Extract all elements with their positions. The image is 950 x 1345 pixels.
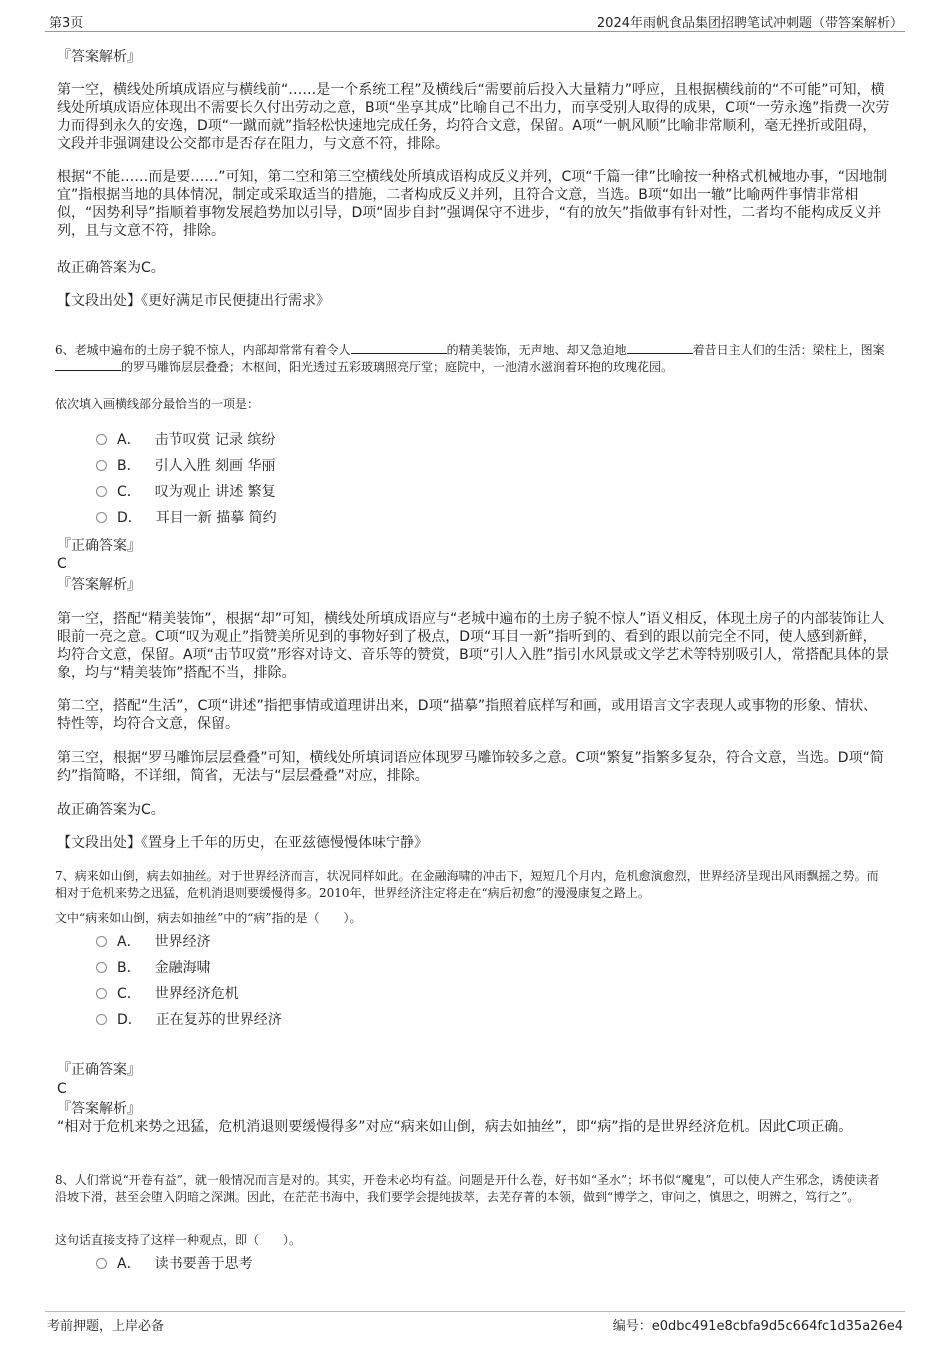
option-b[interactable]: B． 引人入胜 刻画 华丽 (96, 457, 276, 475)
fill-blank (627, 342, 693, 354)
question-text: 7、病来如山倒，病去如抽丝。对于世界经济而言，状况同样如此。在金融海啸的冲击下，短短几个月内，危机愈演愈烈，世界经济呈现出风雨飘摇之势。而相对于危机来势之迅猛，危机消退则要缓慢得多。2010年，世界经济注定将走在“病后初愈”的漫漫康复之路上。 (55, 869, 879, 900)
radio-icon[interactable] (96, 962, 107, 973)
source: 【文段出处】《置身上千年的历史，在亚兹德慢慢体味宁静》 (57, 835, 428, 851)
radio-icon[interactable] (96, 988, 107, 999)
option-c[interactable]: C． 叹为观止 讲述 繁复 (96, 483, 276, 501)
analysis-paragraph: 第一空，横线处所填成语应与横线前“……是一个系统工程”及横线后“需要前后投入大量精力”呼应，且根据横线前的“不可能”可知，横线处所填成语应体现出不需要长久付出劳动之意，B项“坐享其成”比喻自己不出力，而享受别人取得的成果，C项“一劳永逸”指费一次劳力而得到永久的安逸，D项“一蹴而就”指轻松快速地完成任务，均符合文意，保留。A项“一帆风顺”比喻非常顺利，毫无挫折或阻碍，文段并非强调建设公交都市是否存在阻力，与文意不符，排除。 (57, 82, 890, 152)
question-prompt: 文中“病来如山倒，病去如抽丝”中的“病”指的是（ ）。 (55, 911, 362, 925)
question-text: 8、人们常说“开卷有益”，就一般情况而言是对的。其实，开卷未必均有益。问题是开什么卷，好书如“圣水”；坏书似“魔鬼”，可以使人产生邪念，诱使读者沿坡下滑，甚至会堕入阴暗之深渊。因此，在茫茫书海中，我们要学会提纯拔萃，去芜存菁的本领，做到“博学之，审问之，慎思之，明辨之，笃行之”。 (55, 1173, 880, 1204)
option-b[interactable]: B． 金融海啸 (96, 959, 211, 977)
analysis-label: 『答案解析』 (57, 577, 141, 593)
analysis-paragraph: 第三空，根据“罗马雕饰层层叠叠”可知，横线处所填词语应体现罗马雕饰较多之意。C项“繁复”指繁多复杂，符合文意，当选。D项“简约”指简略，不详细，简省，无法与“层层叠叠”对应，排除。 (57, 750, 884, 784)
radio-icon[interactable] (96, 1258, 107, 1269)
radio-icon[interactable] (96, 434, 107, 445)
header-divider (45, 31, 905, 32)
radio-icon[interactable] (96, 1014, 107, 1025)
correct-label: 『正确答案』 (57, 1062, 141, 1078)
source: 【文段出处】《更好满足市民便捷出行需求》 (57, 293, 330, 309)
analysis-paragraph: “相对于危机来势之迅猛，危机消退则要缓慢得多”对应“病来如山倒，病去如抽丝”，即“病”指的是世界经济危机。因此C项正确。 (57, 1119, 853, 1135)
footer-slogan: 考前押题，上岸必备 (47, 1319, 165, 1334)
option-a[interactable]: A． 世界经济 (96, 933, 211, 951)
question-prompt: 这句话直接支持了这样一种观点，即（ ）。 (55, 1233, 302, 1247)
question-text: 6、老城中遍布的土房子貌不惊人，内部却常常有着令人 的精美装饰，无声地、却又急迫地 着昔日主人们的生活：梁柱上，图案的罗马雕饰层层叠叠；木枢间，阳光透过五彩玻璃照亮厅堂；庭院中，一池清水滋润着环抱的玫瑰花园。 (55, 343, 885, 374)
document-id: 编号：e0dbc491e8cbfa9d5c664fc1d35a26e4 (612, 1319, 903, 1334)
analysis-paragraph: 根据“不能……而是要……”可知，第二空和第三空横线处所填成语构成反义并列，C项“千篇一律”比喻按一种格式机械地办事，“因地制宜”指根据当地的具体情况，制定或采取适当的措施，二者构成反义并列，且符合文意，当选。B项“如出一辙”比喻两件事情非常相似，“因势利导”指顺着事物发展趋势加以引导，D项“固步自封”强调保守不进步，“有的放矢”指做事有针对性，二者均不能构成反义并列，且与文意不符，排除。 (57, 169, 888, 239)
fill-blank (351, 342, 447, 354)
analysis-label: 『答案解析』 (57, 49, 141, 65)
conclusion: 故正确答案为C。 (57, 260, 165, 276)
option-d[interactable]: D． 正在复苏的世界经济 (96, 1011, 282, 1029)
question-prompt: 依次填入画横线部分最恰当的一项是： (55, 397, 260, 411)
correct-answer: C (57, 1081, 67, 1097)
document-title: 2024年雨帆食品集团招聘笔试冲刺题（带答案解析） (596, 16, 903, 31)
page-header (0, 0, 950, 30)
option-a[interactable]: A． 击节叹赏 记录 缤纷 (96, 431, 275, 449)
option-a[interactable]: A． 读书要善于思考 (96, 1255, 253, 1273)
option-c[interactable]: C． 世界经济危机 (96, 985, 239, 1003)
radio-icon[interactable] (96, 460, 107, 471)
analysis-paragraph: 第一空，搭配“精美装饰”，根据“却”可知，横线处所填成语应与“老城中遍布的土房子貌不惊人”语义相反，体现土房子的内部装饰让人眼前一亮之意。C项“叹为观止”指赞美所见到的事物好到了极点，D项“耳目一新”指听到的、看到的跟以前完全不同，使人感到新鲜，均符合文意，保留。A项“击节叹赏”形容对诗文、音乐等的赞赏，B项“引人入胜”指引水风景或文学艺术等特别吸引人，常搭配具体的景象，均与“精美装饰”搭配不当，排除。 (57, 611, 890, 681)
option-d[interactable]: D． 耳目一新 描摹 简约 (96, 509, 277, 527)
radio-icon[interactable] (96, 486, 107, 497)
analysis-paragraph: 第二空，搭配“生活”，C项“讲述”指把事情或道理讲出来，D项“描摹”指照着底样写和画，或用语言文字表现人或事物的形象、情状、特性等，均符合文意，保留。 (57, 698, 878, 732)
page-number: 第3页 (49, 16, 84, 31)
correct-answer: C (57, 556, 67, 572)
correct-label: 『正确答案』 (57, 538, 141, 554)
footer-divider (45, 1311, 905, 1312)
conclusion: 故正确答案为C。 (57, 802, 165, 818)
fill-blank (55, 359, 121, 371)
radio-icon[interactable] (96, 936, 107, 947)
analysis-label: 『答案解析』 (57, 1101, 141, 1117)
radio-icon[interactable] (96, 512, 107, 523)
